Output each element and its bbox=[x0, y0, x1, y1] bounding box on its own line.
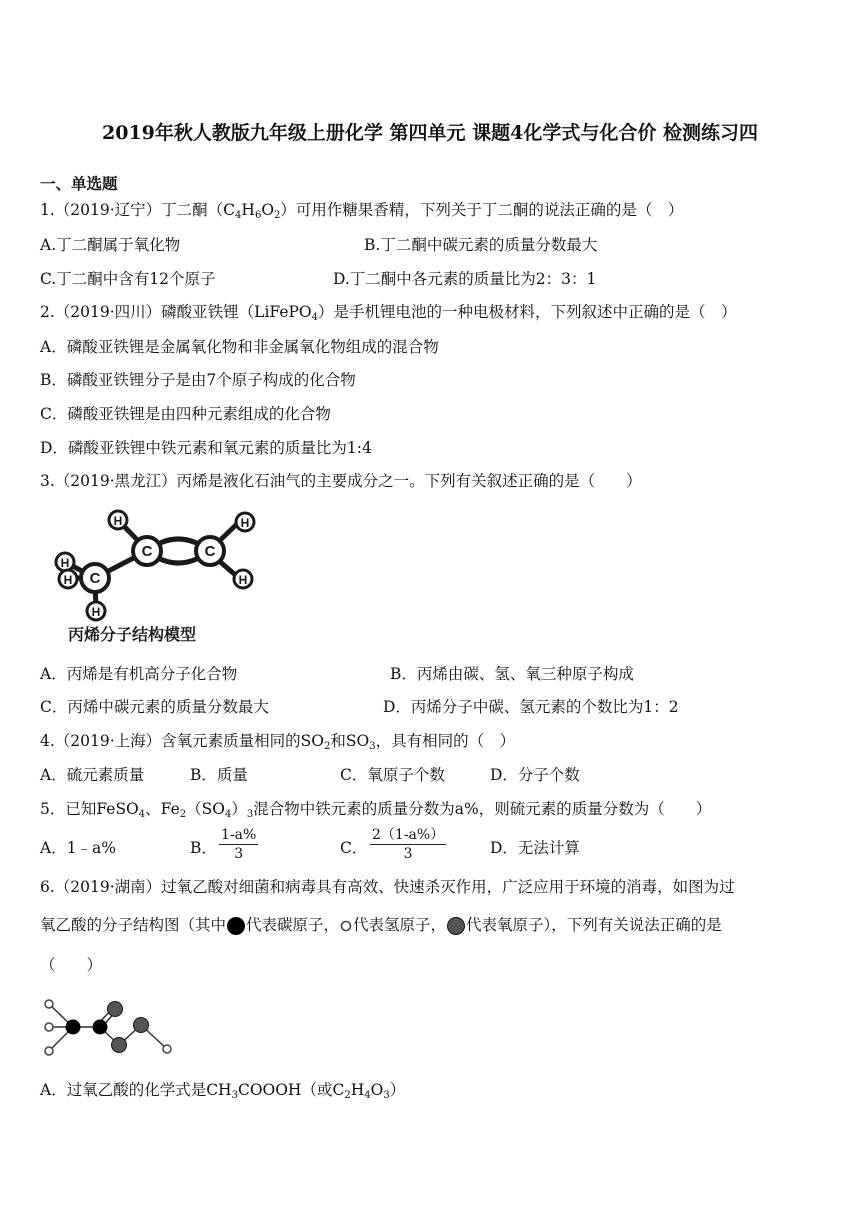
q4-option-b[interactable]: B．质量 bbox=[190, 766, 248, 784]
question-5-stem: 5．已知FeSO$_4$、$Fe_2(SO_4)_3$混合物中铁元素的质量分数为a%，则硫元素的质量分数为（ ） bbox=[40, 800, 712, 820]
question-6-line-1: 6.（2019·湖南）过氧乙酸对细菌和病毒具有高效、快速杀灭作用，广泛应用于环境的消毒，如图为过 bbox=[40, 878, 735, 896]
q2-option-d[interactable]: D．磷酸亚铁锂中铁元素和氧元素的质量比为1:4 bbox=[40, 439, 372, 457]
question-2-stem: 2.（2019·四川）磷酸亚铁锂（LiFePO$_4$）是手机锂电池的一种电极材料，下列叙述中正确的是（ ） bbox=[40, 303, 737, 323]
carbon-atom bbox=[133, 537, 161, 565]
q6-option-a[interactable]: A．过氧乙酸的化学式是$CH_3COOOH$（或$C_2H_4O_3$） bbox=[40, 1081, 406, 1101]
hydrogen-atom-legend-icon bbox=[339, 916, 353, 936]
section-heading: 一、单选题 bbox=[40, 174, 118, 193]
q3-option-b[interactable]: B．丙烯由碳、氢、氧三种原子构成 bbox=[390, 665, 634, 683]
q1-option-c[interactable]: C.丁二酮中含有12个原子 bbox=[40, 270, 216, 288]
q5-option-b-fraction[interactable] bbox=[219, 826, 258, 863]
propylene-model-figure bbox=[50, 500, 260, 650]
hydrogen-atom bbox=[236, 513, 254, 531]
q4-option-d[interactable]: D．分子个数 bbox=[490, 766, 580, 784]
q2-option-c[interactable]: C．磷酸亚铁锂是由四种元素组成的化合物 bbox=[40, 405, 331, 423]
q4-option-c[interactable]: C．氧原子个数 bbox=[340, 766, 445, 784]
hydrogen-atom bbox=[59, 570, 77, 588]
hydrogen-atom bbox=[234, 570, 252, 588]
q5-option-b-label[interactable]: B． bbox=[190, 839, 217, 857]
q5-option-c-label[interactable]: C． bbox=[340, 839, 368, 857]
q1-option-d[interactable]: D.丁二酮中各元素的质量比为2：3：1 bbox=[333, 270, 597, 288]
svg-text:H: H bbox=[60, 556, 70, 570]
q3-option-d[interactable]: D．丙烯分子中碳、氢元素的个数比为1：2 bbox=[383, 698, 679, 716]
svg-text:C: C bbox=[204, 543, 216, 560]
q1-option-b[interactable]: B.丁二酮中碳元素的质量分数最大 bbox=[364, 236, 598, 254]
page-title: 2019年秋人教版九年级上册化学 第四单元 课题4化学式与化合价 检测练习四 bbox=[102, 122, 758, 144]
svg-text:C: C bbox=[89, 570, 101, 587]
oxygen-atom bbox=[108, 1002, 123, 1017]
oxygen-atom bbox=[134, 1018, 149, 1033]
figure-caption: 丙烯分子结构模型 bbox=[68, 625, 197, 644]
q3-option-c[interactable]: C．丙烯中碳元素的质量分数最大 bbox=[40, 698, 269, 716]
fraction-denominator: 3 bbox=[403, 846, 413, 862]
peracetic-acid-structure-figure bbox=[40, 996, 180, 1060]
carbon-atom bbox=[93, 1020, 108, 1035]
svg-text:C: C bbox=[141, 543, 153, 560]
oxygen-atom-legend-icon bbox=[446, 916, 466, 936]
svg-text:H: H bbox=[240, 516, 250, 530]
carbon-atom-legend-icon bbox=[226, 916, 246, 936]
hydrogen-atom bbox=[45, 1000, 53, 1008]
q2-option-b[interactable]: B．磷酸亚铁锂分子是由7个原子构成的化合物 bbox=[40, 371, 356, 389]
svg-text:H: H bbox=[91, 605, 101, 619]
hydrogen-atom bbox=[87, 602, 105, 620]
svg-text:H: H bbox=[63, 573, 73, 587]
q1-option-a[interactable]: A.丁二酮属于氧化物 bbox=[40, 236, 181, 254]
carbon-atom bbox=[66, 1020, 81, 1035]
hydrogen-atom bbox=[163, 1045, 171, 1053]
question-6-line-3: （ ） bbox=[40, 956, 103, 974]
svg-text:H: H bbox=[113, 514, 123, 528]
fraction-numerator: 2（1-a%） bbox=[372, 827, 445, 843]
svg-text:H: H bbox=[238, 573, 248, 587]
carbon-atom bbox=[196, 537, 224, 565]
question-1-stem: 1.（2019·辽宁）丁二酮$(C_4H_6O_2)$可用作糖果香精，下列关于丁二酮的说法正确的是（ ） bbox=[40, 201, 684, 221]
question-6-line-2: 氧乙酸的分子结构图（其中 代表碳原子， 代表氢原子， 代表氧原子），下列有关说法正确的是 bbox=[40, 916, 722, 934]
q4-option-a[interactable]: A．硫元素质量 bbox=[40, 766, 145, 784]
hydrogen-atom bbox=[45, 1023, 53, 1031]
carbon-atom bbox=[81, 564, 109, 592]
question-3-stem: 3.（2019·黑龙江）丙烯是液化石油气的主要成分之一。下列有关叙述正确的是（ ） bbox=[40, 472, 642, 490]
hydrogen-atom bbox=[45, 1047, 53, 1055]
hydrogen-atom bbox=[56, 553, 74, 571]
question-4-stem: 4.（2019·上海）含氧元素质量相同的$SO_2$和$SO_3$，具有相同的（ ） bbox=[40, 732, 516, 752]
q3-option-a[interactable]: A．丙烯是有机高分子化合物 bbox=[40, 665, 238, 683]
q5-option-a[interactable]: A．1﹣a% bbox=[40, 839, 117, 857]
q5-option-c-fraction[interactable] bbox=[370, 826, 446, 863]
fraction-numerator: 1-a% bbox=[221, 827, 257, 843]
fraction-denominator: 3 bbox=[234, 846, 244, 862]
oxygen-atom bbox=[112, 1038, 127, 1053]
q2-option-a[interactable]: A．磷酸亚铁锂是金属氧化物和非金属氧化物组成的混合物 bbox=[40, 338, 439, 356]
hydrogen-atom bbox=[109, 511, 127, 529]
q5-option-d[interactable]: D．无法计算 bbox=[490, 839, 580, 857]
